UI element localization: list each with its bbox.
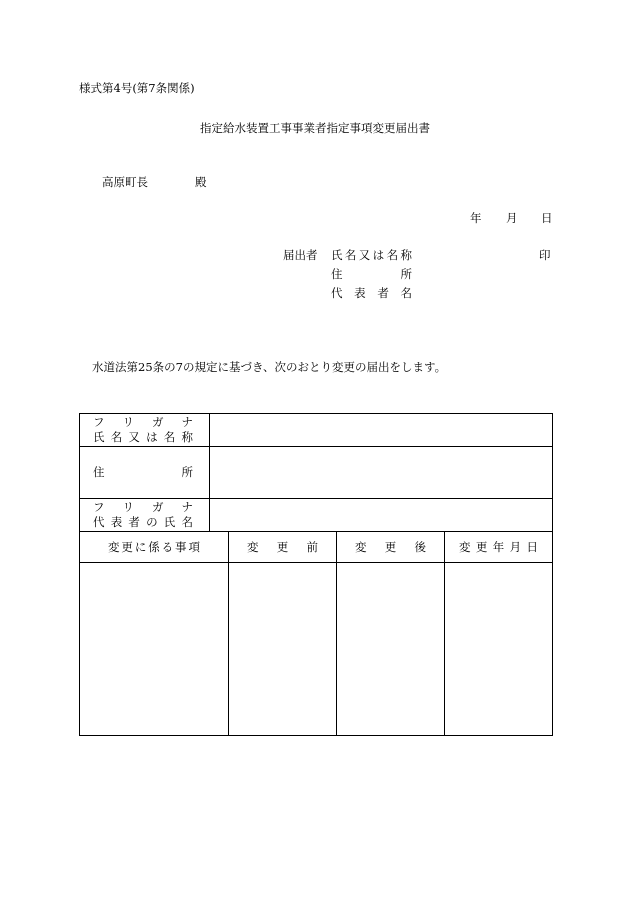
header-change-date <box>445 532 553 563</box>
date-year: 年 <box>470 211 482 225</box>
name-label-cell <box>80 414 210 447</box>
rep-label-cell <box>80 499 210 532</box>
before-cell[interactable] <box>229 563 337 736</box>
form-number: 様式第4号(第7条関係) <box>79 81 195 95</box>
rep-name-label: 代 表 者 の 氏 名 <box>93 515 193 529</box>
address-label-cell <box>80 447 210 499</box>
rep-value-cell[interactable] <box>210 499 553 532</box>
date-day: 日 <box>541 211 553 225</box>
address-value-cell[interactable] <box>210 447 553 499</box>
rep-furigana-label: フ リ ガ ナ <box>93 500 193 514</box>
header-after-text: 変 更 後 <box>355 540 426 554</box>
header-change-date-text: 変 更 年 月 日 <box>459 540 538 554</box>
change-form-table <box>79 413 553 736</box>
header-change-item <box>80 532 229 563</box>
furigana-label: フ リ ガ ナ <box>93 415 193 429</box>
applicant-rep-label: 代 表 者 名 <box>331 286 412 300</box>
statement-text: 水道法第25条の7の規定に基づき、次のおとり変更の届出をします。 <box>92 360 447 374</box>
seal-mark: 印 <box>539 248 551 262</box>
change-date-cell[interactable] <box>445 563 553 736</box>
header-before-text: 変 更 前 <box>247 540 318 554</box>
name-value-cell[interactable] <box>210 414 553 447</box>
document-title: 指定給水装置工事事業者指定事項変更届出書 <box>200 121 430 135</box>
addressee-honorific: 殿 <box>195 175 207 189</box>
header-after <box>337 532 445 563</box>
addressee-name: 高原町長 <box>102 175 148 189</box>
address-label: 住 所 <box>93 465 193 479</box>
date-month: 月 <box>506 211 518 225</box>
header-change-item-text: 変 更 に 係 る 事 項 <box>108 540 200 554</box>
applicant-label: 届出者 <box>283 248 318 262</box>
header-before <box>229 532 337 563</box>
applicant-name-label: 氏 名 又 は 名 称 <box>331 248 412 262</box>
after-cell[interactable] <box>337 563 445 736</box>
name-label: 氏 名 又 は 名 称 <box>93 430 193 444</box>
change-item-cell[interactable] <box>80 563 229 736</box>
applicant-address-label: 住 所 <box>331 267 412 281</box>
